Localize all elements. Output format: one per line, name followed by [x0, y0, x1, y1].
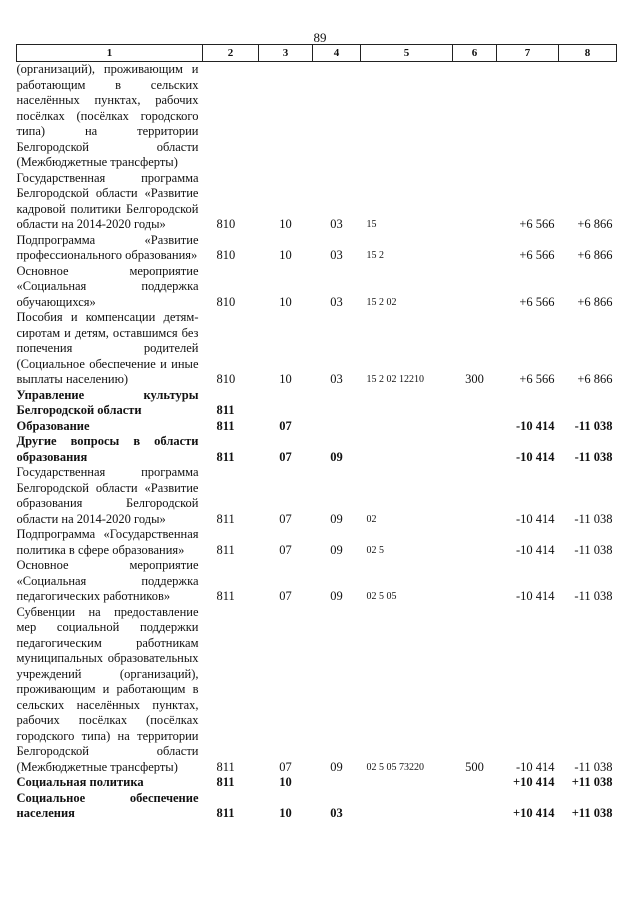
row-expense-type [453, 388, 497, 419]
row-amount-2020: -11 038 [574, 589, 613, 603]
row-description: Социальное обеспечение населения [16, 790, 199, 820]
row-description: Субвенции на предоставление мер социальной поддержки педагогическим работникам муниципальных образовательных учреждений (организаций), проживающим и работающим в сельских населённых пунктах, рабочих посёлках (посёлках городского типа) на территории Белгородской области (Межбюджетные трансферты) [16, 604, 199, 774]
row-expense-type [453, 527, 497, 558]
row-section: 10 [279, 294, 292, 309]
row-subsection [313, 775, 361, 791]
row-expense-type [453, 465, 497, 527]
table-row [17, 419, 617, 435]
page-number: 89 [313, 30, 327, 45]
row-admin-code: 811 [216, 806, 235, 820]
row-admin-code: 811 [216, 759, 235, 774]
row-amount-2019 [497, 62, 559, 171]
budget-table [16, 44, 617, 822]
row-section [259, 62, 313, 171]
row-description: Управление культуры Белгородской области [16, 387, 199, 417]
row-section: 07 [279, 418, 292, 433]
row-subsection: 09 [330, 542, 343, 557]
row-description: Пособия и компенсации детям-сиротам и детям, оставшимся без попечения родителей (Социальное обеспечение и иные выплаты населению) [16, 310, 199, 386]
row-expense-type [453, 434, 497, 465]
row-amount-2020: -11 038 [574, 418, 613, 433]
row-target-article: 02 [366, 513, 377, 525]
row-admin-code: 810 [216, 248, 236, 262]
row-description: Другие вопросы в области образования [16, 434, 199, 464]
row-expense-type [453, 419, 497, 435]
col-header-7: 7 [497, 45, 559, 62]
row-subsection: 09 [330, 759, 343, 774]
row-admin-code: 811 [216, 775, 235, 789]
row-amount-2019: -10 414 [515, 759, 555, 774]
row-amount-2020: +6 866 [577, 217, 613, 231]
row-expense-type [453, 791, 497, 822]
row-section: 07 [279, 759, 292, 774]
row-amount-2019: +6 566 [519, 248, 555, 262]
row-section: 10 [279, 372, 292, 386]
table-row [17, 791, 617, 822]
table-row [17, 605, 617, 776]
row-amount-2020 [559, 62, 617, 171]
row-amount-2019: -10 414 [515, 449, 555, 464]
row-target-article [361, 791, 453, 822]
row-subsection: 09 [330, 589, 343, 603]
row-description: Социальная политика [16, 775, 144, 789]
row-amount-2019: +6 566 [519, 217, 555, 231]
row-amount-2020: +11 038 [571, 775, 613, 789]
row-expense-type [453, 233, 497, 264]
row-expense-type [453, 775, 497, 791]
row-section: 07 [279, 542, 292, 557]
row-admin-code: 810 [216, 372, 236, 386]
row-description: Государственная программа Белгородской области «Развитие образования Белгородской области на 2014-2020 годы» [16, 465, 199, 526]
table-row [17, 310, 617, 388]
row-subsection: 03 [330, 217, 343, 231]
row-subsection: 03 [330, 294, 343, 309]
row-target-article [361, 62, 453, 171]
row-expense-type [453, 558, 497, 605]
row-description: Образование [16, 418, 90, 433]
row-description: Основное мероприятие «Социальная поддержка педагогических работников» [16, 558, 199, 603]
row-admin-code: 810 [216, 294, 236, 309]
row-admin-code [203, 62, 259, 171]
row-target-article [361, 419, 453, 435]
row-target-article [361, 434, 453, 465]
row-section: 07 [279, 449, 292, 464]
col-header-8: 8 [559, 45, 617, 62]
row-target-article: 15 [366, 219, 377, 230]
row-amount-2020: +6 866 [577, 294, 613, 309]
row-admin-code: 811 [216, 542, 235, 557]
table-row [17, 434, 617, 465]
row-expense-type: 300 [465, 372, 484, 386]
row-subsection [313, 388, 361, 419]
row-target-article: 02 5 05 [366, 591, 397, 602]
row-subsection: 03 [330, 248, 343, 262]
col-header-4: 4 [313, 45, 361, 62]
table-row [17, 558, 617, 605]
row-amount-2020: +6 866 [577, 248, 613, 262]
row-expense-type: 500 [465, 759, 484, 774]
table-row [17, 775, 617, 791]
row-target-article: 15 2 02 12210 [366, 374, 424, 385]
row-section: 10 [279, 217, 292, 231]
table-row [17, 264, 617, 311]
row-amount-2019: -10 414 [515, 589, 555, 603]
row-amount-2019: +10 414 [513, 775, 555, 789]
row-target-article: 15 2 02 [366, 296, 397, 308]
row-amount-2019: -10 414 [515, 511, 555, 526]
header-row [17, 45, 617, 62]
row-amount-2019: +6 566 [519, 372, 555, 386]
row-subsection [313, 419, 361, 435]
row-expense-type [453, 264, 497, 311]
row-amount-2020: -11 038 [574, 759, 613, 774]
row-subsection: 03 [330, 806, 343, 820]
row-amount-2019 [497, 388, 559, 419]
table-row [17, 171, 617, 233]
row-expense-type [453, 171, 497, 233]
row-section: 07 [279, 589, 292, 603]
table-row [17, 62, 617, 171]
row-description: Государственная программа Белгородской области «Развитие кадровой политики Белгородской области на 2014-2020 годы» [16, 170, 199, 231]
row-amount-2019: -10 414 [515, 418, 555, 433]
row-admin-code: 811 [216, 511, 235, 526]
row-admin-code: 811 [216, 589, 235, 603]
row-amount-2020: -11 038 [574, 511, 613, 526]
col-header-2: 2 [203, 45, 259, 62]
row-target-article [361, 775, 453, 791]
row-amount-2020 [559, 388, 617, 419]
row-admin-code: 811 [216, 449, 235, 464]
col-header-1: 1 [17, 45, 203, 62]
row-target-article: 02 5 05 73220 [366, 761, 424, 773]
table-row [17, 388, 617, 419]
row-amount-2019: +6 566 [519, 294, 555, 309]
row-target-article: 02 5 [366, 544, 384, 556]
row-section [259, 388, 313, 419]
row-section: 10 [279, 248, 292, 262]
row-target-article: 15 2 [366, 250, 384, 261]
row-amount-2020: +11 038 [571, 806, 613, 820]
row-subsection: 03 [330, 372, 343, 386]
row-admin-code: 811 [216, 418, 235, 433]
row-subsection: 09 [330, 449, 343, 464]
table-row [17, 527, 617, 558]
row-subsection: 09 [330, 511, 343, 526]
row-subsection [313, 62, 361, 171]
table-row [17, 465, 617, 527]
row-section: 10 [279, 775, 292, 789]
row-amount-2020: -11 038 [574, 542, 613, 557]
col-header-5: 5 [361, 45, 453, 62]
row-description: Подпрограмма «Государственная политика в сфере образования» [16, 527, 199, 557]
col-header-3: 3 [259, 45, 313, 62]
row-amount-2020: -11 038 [574, 449, 613, 464]
row-section: 07 [279, 511, 292, 526]
row-target-article [361, 388, 453, 419]
row-description: Основное мероприятие «Социальная поддержка обучающихся» [16, 263, 199, 309]
row-amount-2019: +10 414 [513, 806, 555, 820]
row-expense-type [453, 62, 497, 171]
col-header-6: 6 [453, 45, 497, 62]
row-amount-2019: -10 414 [515, 542, 555, 557]
row-amount-2020: +6 866 [577, 372, 613, 386]
row-section: 10 [279, 806, 292, 820]
row-admin-code: 811 [216, 403, 235, 417]
row-admin-code: 810 [216, 217, 236, 231]
row-description: (организаций), проживающим и работающим в сельских населённых пунктах, рабочих посёлках (посёлках городского типа) на территории Белгородской области (Межбюджетные трансферты) [16, 62, 199, 169]
table-row [17, 233, 617, 264]
row-description: Подпрограмма «Развитие профессионального образования» [16, 232, 199, 262]
